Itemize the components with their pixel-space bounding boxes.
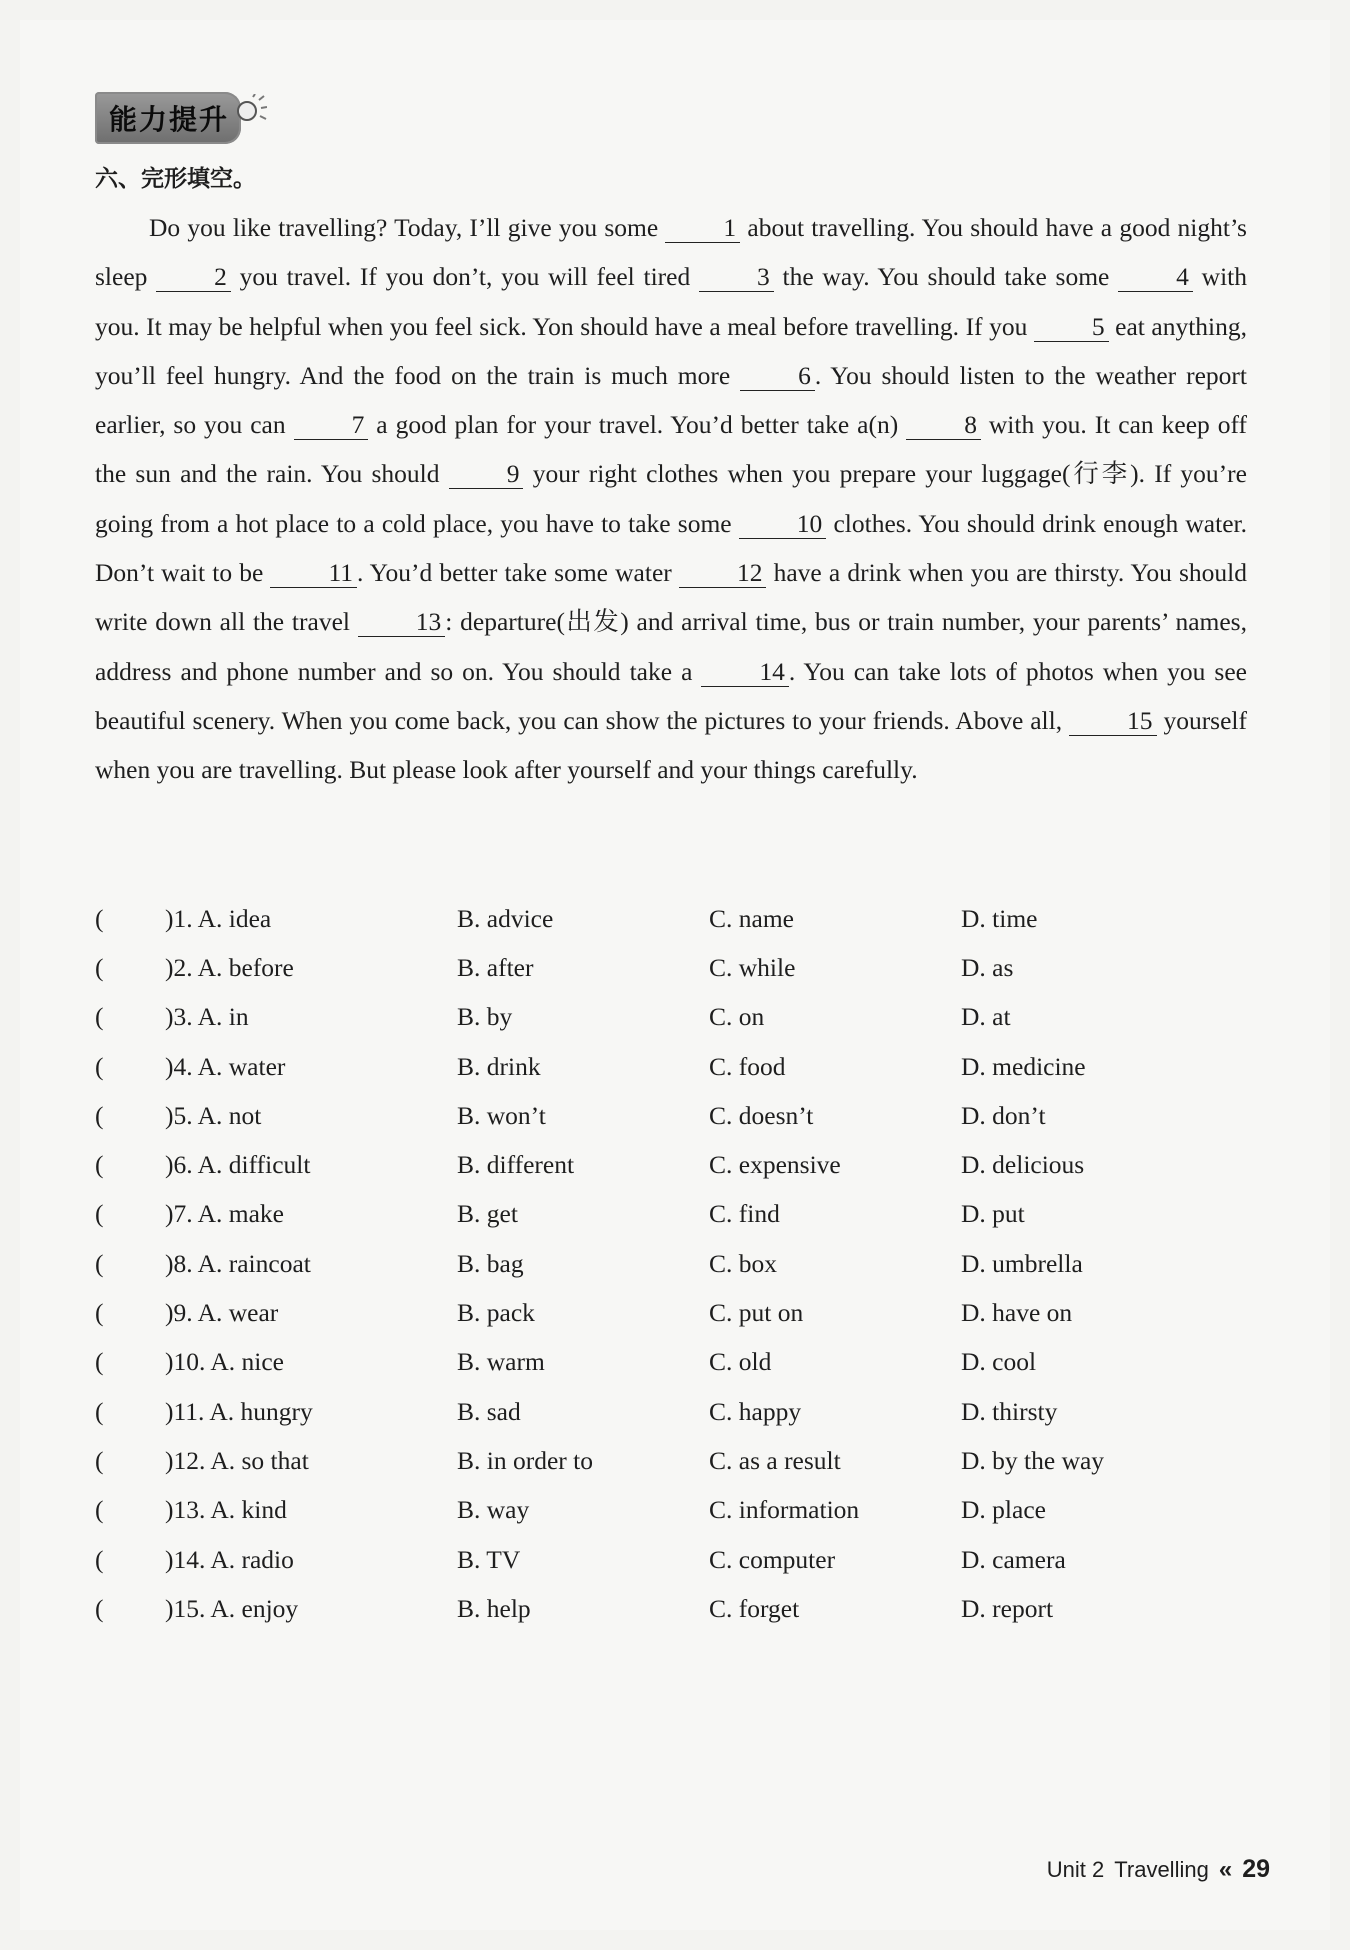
- question-row: [95, 943, 1255, 992]
- section-banner: [95, 92, 275, 144]
- question-row: [95, 1338, 1255, 1387]
- footer-unit: Unit 2: [1046, 1856, 1105, 1882]
- passage-text: eat anything, you’ll feel hungry. And the food on the train is much more: [95, 311, 1247, 390]
- answer-paren[interactable]: (: [95, 1544, 104, 1574]
- passage-text: . You’d better take some water: [357, 558, 679, 588]
- option-a: )13. A. kind: [165, 1495, 287, 1525]
- answer-blank[interactable]: 9: [449, 460, 524, 489]
- option-d: D. put: [961, 1199, 1025, 1229]
- option-b: B. sad: [457, 1396, 521, 1426]
- question-row: [95, 1387, 1255, 1436]
- question-row: [95, 1190, 1255, 1239]
- option-b: B. bag: [457, 1248, 524, 1278]
- section-banner-text: 能力提升: [109, 103, 230, 136]
- option-a: )9. A. wear: [165, 1298, 279, 1328]
- passage-text: Do you like travelling? Today, I’ll give you some: [149, 213, 666, 242]
- options-list: [95, 894, 1255, 1633]
- option-d: D. by the way: [961, 1445, 1105, 1475]
- option-d: D. delicious: [961, 1150, 1085, 1180]
- option-b: B. after: [457, 952, 534, 982]
- passage-text: . You should listen to the weather report earlier, so you can: [95, 360, 1247, 440]
- passage-text: the way. You should take some: [773, 262, 1119, 292]
- question-row: [95, 1140, 1255, 1189]
- answer-paren[interactable]: (: [95, 1199, 104, 1229]
- answer-paren[interactable]: (: [95, 1150, 104, 1180]
- option-c: C. doesn’t: [709, 1100, 814, 1130]
- option-b: B. won’t: [457, 1100, 546, 1130]
- cloze-passage: [95, 203, 1247, 795]
- passage-text: clothes. You should drink enough water. Don’t wait to be: [95, 508, 1247, 588]
- option-b: B. advice: [457, 903, 554, 933]
- option-c: C. computer: [709, 1544, 836, 1574]
- question-row: [95, 1535, 1255, 1584]
- option-b: B. TV: [457, 1544, 521, 1574]
- chevron-left-icon: «: [1218, 1855, 1227, 1883]
- question-row: [95, 993, 1255, 1042]
- answer-blank[interactable]: 11: [270, 559, 357, 588]
- option-a: )4. A. water: [165, 1051, 286, 1081]
- answer-blank[interactable]: 1: [665, 214, 740, 243]
- answer-paren[interactable]: (: [95, 1100, 104, 1130]
- option-c: C. on: [709, 1002, 765, 1032]
- option-b: B. help: [457, 1593, 531, 1623]
- answer-paren[interactable]: (: [95, 952, 104, 982]
- answer-blank[interactable]: 14: [701, 658, 789, 687]
- passage-text: have a drink when you are thirsty. You should write down all the travel: [95, 558, 1247, 637]
- answer-paren[interactable]: (: [95, 1298, 104, 1328]
- option-d: D. have on: [961, 1298, 1073, 1328]
- question-row: [95, 1584, 1255, 1633]
- question-row: [95, 1042, 1255, 1091]
- passage-text: you travel. If you don’t, you will feel tired: [230, 262, 699, 292]
- answer-blank[interactable]: 5: [1034, 313, 1109, 342]
- passage-text: . You can take lots of photos when you see beautiful scenery. When you come back, you can show the pictures to your friends. Above all,: [95, 656, 1247, 735]
- option-a: )7. A. make: [165, 1199, 284, 1229]
- answer-paren[interactable]: (: [95, 1051, 104, 1081]
- option-d: D. thirsty: [961, 1396, 1058, 1426]
- passage-text: about travelling. You should have a good night’s sleep: [95, 213, 1247, 292]
- option-a: )15. A. enjoy: [165, 1593, 299, 1623]
- answer-paren[interactable]: (: [95, 1445, 104, 1475]
- option-c: C. happy: [709, 1396, 802, 1426]
- option-a: )8. A. raincoat: [165, 1248, 311, 1278]
- option-a: )1. A. idea: [165, 903, 272, 933]
- option-a: )3. A. in: [165, 1002, 249, 1032]
- answer-blank[interactable]: 7: [294, 411, 369, 440]
- option-d: D. camera: [961, 1544, 1066, 1574]
- passage-text: yourself when you are travelling. But please look after yourself and your things carefully.: [95, 705, 1248, 785]
- option-a: )11. A. hungry: [165, 1396, 313, 1426]
- answer-paren[interactable]: (: [95, 1593, 104, 1623]
- passage-text: : departure(出发) and arrival time, bus or train number, your parents’ names, address and phone number and so on. You should take a: [95, 607, 1247, 686]
- option-c: C. food: [709, 1051, 786, 1081]
- option-c: C. while: [709, 952, 796, 982]
- option-a: )5. A. not: [165, 1100, 262, 1130]
- option-c: C. expensive: [709, 1150, 841, 1180]
- option-c: C. name: [709, 903, 794, 933]
- lightbulb-icon: [233, 94, 267, 128]
- answer-paren[interactable]: (: [95, 1347, 104, 1377]
- option-d: D. as: [961, 952, 1014, 982]
- footer-topic: Travelling: [1114, 1856, 1209, 1882]
- answer-blank[interactable]: 15: [1069, 707, 1157, 736]
- passage-paragraph: [95, 203, 1247, 795]
- option-b: B. different: [457, 1150, 575, 1180]
- option-d: D. don’t: [961, 1100, 1046, 1130]
- option-b: B. by: [457, 1002, 513, 1032]
- question-row: [95, 1288, 1255, 1337]
- option-c: C. forget: [709, 1593, 800, 1623]
- answer-paren[interactable]: (: [95, 1002, 104, 1032]
- option-b: B. drink: [457, 1051, 541, 1081]
- option-c: C. old: [709, 1347, 772, 1377]
- answer-paren[interactable]: (: [95, 903, 104, 933]
- option-b: B. way: [457, 1495, 530, 1525]
- section-title: 六、完形填空。: [95, 166, 256, 192]
- answer-blank[interactable]: 13: [358, 608, 446, 637]
- question-row: [95, 1436, 1255, 1485]
- option-b: B. get: [457, 1199, 518, 1229]
- option-b: B. pack: [457, 1298, 535, 1328]
- question-row: [95, 1091, 1255, 1140]
- option-d: D. cool: [961, 1347, 1037, 1377]
- option-a: )2. A. before: [165, 952, 294, 982]
- option-b: B. warm: [457, 1347, 545, 1377]
- option-a: )10. A. nice: [165, 1347, 284, 1377]
- answer-paren[interactable]: (: [95, 1495, 104, 1525]
- option-a: )6. A. difficult: [165, 1150, 311, 1180]
- option-c: C. put on: [709, 1298, 804, 1328]
- option-b: B. in order to: [457, 1445, 593, 1475]
- question-row: [95, 1486, 1255, 1535]
- passage-text: with you. It may be helpful when you feel sick. Yon should have a meal before travelling. If you: [95, 262, 1247, 341]
- answer-paren[interactable]: (: [95, 1248, 104, 1278]
- option-c: C. find: [709, 1199, 780, 1229]
- question-row: [95, 894, 1255, 943]
- answer-blank[interactable]: 6: [740, 362, 815, 391]
- page-number: 29: [1242, 1855, 1270, 1883]
- answer-blank[interactable]: 10: [739, 510, 827, 539]
- question-row: [95, 1239, 1255, 1288]
- option-a: )14. A. radio: [165, 1544, 294, 1574]
- answer-blank[interactable]: 12: [679, 559, 767, 588]
- option-d: D. at: [961, 1002, 1011, 1032]
- passage-text: a good plan for your travel. You’d better take a(n): [368, 410, 907, 440]
- answer-blank[interactable]: 2: [156, 263, 231, 292]
- option-d: D. umbrella: [961, 1248, 1083, 1278]
- option-a: )12. A. so that: [165, 1445, 309, 1475]
- passage-text: with you. It can keep off the sun and the rain. You should: [95, 410, 1247, 489]
- option-d: D. time: [961, 903, 1038, 933]
- option-d: D. place: [961, 1495, 1046, 1525]
- option-c: C. information: [709, 1495, 860, 1525]
- answer-blank[interactable]: 8: [906, 411, 981, 440]
- section-banner-label: [95, 92, 241, 144]
- option-c: C. as a result: [709, 1445, 841, 1475]
- option-c: C. box: [709, 1248, 778, 1278]
- option-d: D. medicine: [961, 1051, 1086, 1081]
- page-footer: [1047, 1855, 1270, 1884]
- passage-text: your right clothes when you prepare your luggage(行李). If you’re going from a hot place to a cold place, you have to take some: [95, 459, 1247, 538]
- answer-blank[interactable]: 4: [1118, 263, 1193, 292]
- answer-blank[interactable]: 3: [699, 263, 774, 292]
- option-d: D. report: [961, 1593, 1054, 1623]
- answer-paren[interactable]: (: [95, 1396, 104, 1426]
